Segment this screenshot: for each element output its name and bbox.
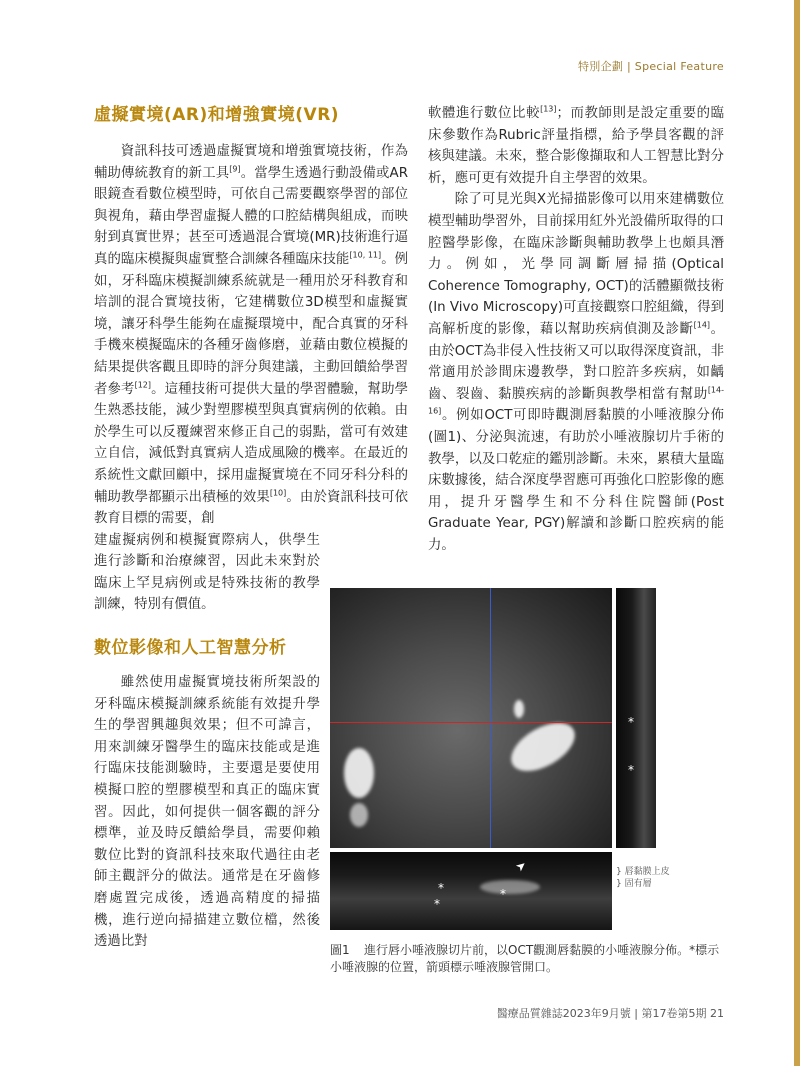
legend-epithelium: } 唇黏膜上皮 [616, 867, 670, 877]
section-heading-ar-vr: 虛擬實境(AR)和增強實境(VR) [94, 105, 340, 125]
duct-opening-arrow-icon: ➤ [512, 857, 530, 875]
gland-bright-region [350, 803, 368, 827]
gland-marker: * [628, 715, 634, 729]
gland-bright-region [503, 713, 583, 781]
page-footer: 醫療品質雜誌2023年9月號 | 第17卷第5期 21 [496, 1007, 724, 1020]
figure-caption [330, 942, 726, 976]
figure-label: 圖1 [330, 943, 350, 957]
paragraph-ar-vr: 資訊科技可透過虛擬實境和增強實境技術，作為輔助傳統教育的新工具[9]。當學生透過行動設備或AR眼鏡查看數位模型時，可依自己需要觀察學習的部位與視角，藉由學習虛擬人體的口腔結構與組成，而映射到真實世界；甚至可透過混合實境(MR)技術進行逼真的臨床模擬與虛實整合訓練各種臨床技能[10, 11]。例如，牙科臨床模擬訓練系統就是一種用於牙科教育和培訓的混合實境技術，它建構數位3D模型和虛擬實境，讓牙科學生能夠在虛擬環境中，配合真實的牙科手機來模擬臨床的各種牙齒修磨，並藉由數位模擬的結果提供客觀且即時的評分與建議，主動回饋給學習者參考[12]。這種技術可提供大量的學習體驗，幫助學生熟悉技能，減少對塑膠模型與真實病例的依賴。由於學生可以反覆練習來修正自己的弱點，當可有效建立自信，減低對真實病人造成風險的機率。在最近的系統性文獻回顧中，採用虛擬實境在不同牙科分科的輔助教學都顯示出積極的效果[10]。由於資訊科技可依教育目標的需要，創 [94, 144, 409, 527]
section-heading-imaging-ai: 數位影像和人工智慧分析 [94, 638, 287, 659]
crosshair-horizontal [330, 722, 612, 723]
figure-caption-text: 進行唇小唾液腺切片前，以OCT觀測唇黏膜的小唾液腺分佈。*標示小唾液腺的位置，箭頭標示唾液腺管開口。 [330, 943, 720, 974]
oct-en-face-image [330, 588, 612, 848]
gland-marker: * [500, 887, 506, 901]
paragraph-imaging-ai: 雖然使用虛擬實境技術所架設的牙科臨床模擬訓練系統能有效提升學生的學習興趣與效果；但不可諱言，用來訓練牙醫學生的臨床技能或是進行臨床技能測驗時，主要還是要使用模擬口腔的塑膠模型和真正的臨床實習。因此，如何提供一個客觀的評分標準，並及時反饋給學員，需要仰賴數位比對的資訊科技來取代過往由老師主觀評分的做法。通常是在牙齒修磨處置完成後，透過高精度的掃描機，進行逆向掃描建立數位檔，然後透過比對 [94, 675, 320, 950]
page-edge-bar [794, 0, 800, 1066]
running-head: 特別企劃 | Special Feature [578, 60, 724, 73]
figure-legend [616, 866, 670, 890]
crosshair-vertical [490, 588, 491, 848]
gland-marker: * [438, 881, 444, 895]
tissue-band [480, 880, 540, 894]
paragraph-oct: 除了可見光與X光掃描影像可以用來建構數位模型輔助學習外，目前採用紅外光設備所取得的口腔醫學影像，在臨床診斷與輔助教學上也頗具潛力。例如，光學同調斷層掃描(Optical Coherence Tomography, OCT)的活體顯微技術(In Vivo Microscopy)可直接觀察口腔組織，得到高解析度的影像，藉以幫助疾病偵測及診斷[14]。由於OCT為非侵入性技術又可以取得深度資訊，非常適用於診間床邊教學，對口腔許多疾病，如齲齒、裂齒、黏膜疾病的診斷與教學相當有幫助[14-16]。例如OCT可即時觀測唇黏膜的小唾液腺分佈(圖1)、分泌與流速，有助於小唾液腺切片手術的教學，以及口乾症的鑑別診斷。未來，累積大量臨床數據後，結合深度學習應可再強化口腔影像的應用，提升牙醫學生和不分科住院醫師(Post Graduate Year, PGY)解讀和診斷口腔疾病的能力。 [428, 192, 725, 553]
gland-bright-region [514, 700, 524, 718]
paragraph-software-comparison: 軟體進行數位比較[13]；而教師則是設定重要的臨床參數作為Rubric評量指標，給予學員客觀的評核與建議。未來，整合影像擷取和人工智慧比對分析，應可更有效提升自主學習的效果。 [428, 104, 725, 186]
gland-marker: * [434, 897, 440, 911]
right-column [428, 103, 724, 556]
oct-cross-section [330, 852, 612, 930]
oct-side-section [616, 588, 656, 848]
gland-marker: * [628, 763, 634, 777]
paragraph-ar-vr-continued: 建虛擬病例和模擬實際病人，供學生進行診斷和治療練習，因此未來對於臨床上罕見病例或是特殊技術的教學訓練，特別有價值。 [94, 532, 320, 613]
legend-lamina-propria: } 固有層 [616, 879, 652, 889]
gland-bright-region [344, 748, 374, 798]
